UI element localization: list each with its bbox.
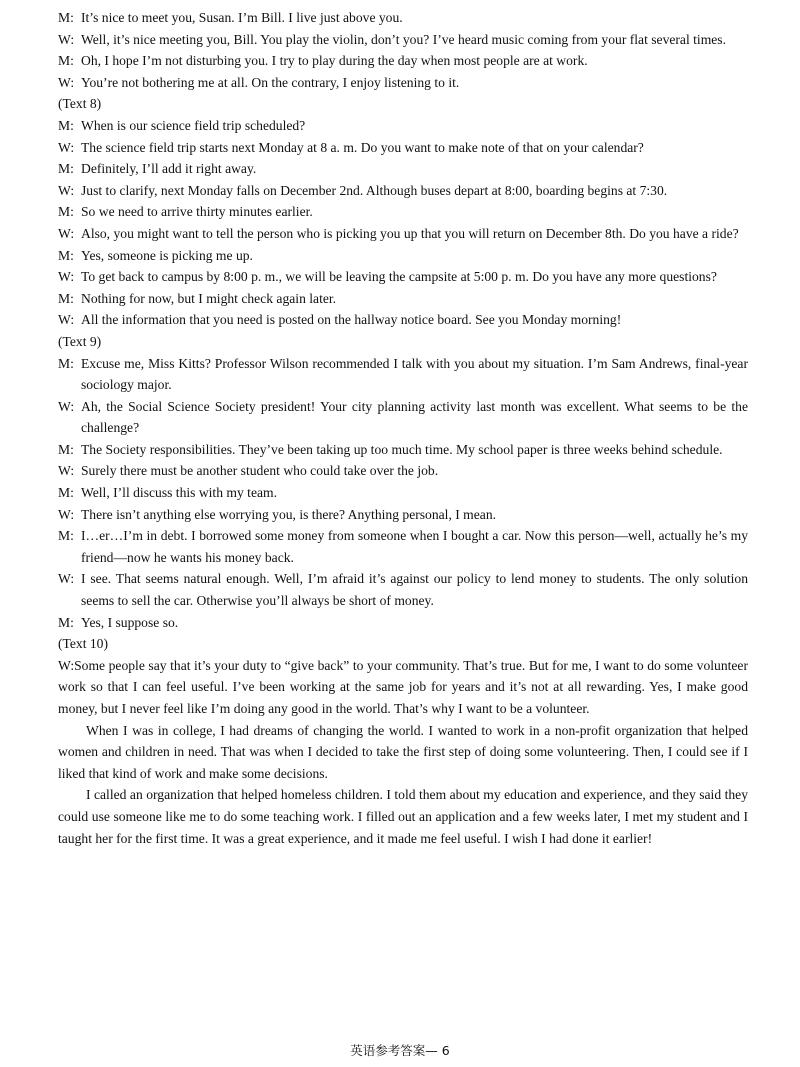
speaker-label: W: (58, 31, 75, 47)
utterance-text: Definitely, I’ll add it right away. (81, 161, 257, 177)
dialogue-line (58, 460, 748, 482)
transcript-body (58, 7, 748, 849)
dialogue-line (58, 137, 748, 159)
dialogue-line (58, 439, 748, 461)
monologue-paragraph (58, 655, 748, 720)
speaker-label: W: (58, 312, 75, 328)
speaker-label: M: (58, 53, 74, 69)
speaker-label: W: (58, 398, 75, 414)
dialogue-line (58, 72, 748, 94)
dialogue-line (58, 50, 748, 72)
dialogue-line (58, 525, 748, 568)
speaker-label: W: (58, 463, 75, 479)
dialogue-line (58, 504, 748, 526)
paragraph-text: Some people say that it’s your duty to “give back” to your community. That’s true. But for me, I want to do some volunteer work so that I can feel useful. I’ve been working at the same job for years and it’s not at all rewarding. Yes, I make good money, but I never feel like I’m doing any good in the world. That’s why I want to be a volunteer. (58, 657, 748, 716)
utterance-text: Nothing for now, but I might check again later. (81, 290, 337, 306)
utterance-text: It’s nice to meet you, Susan. I’m Bill. I live just above you. (81, 10, 403, 25)
utterance-text: Oh, I hope I’m not disturbing you. I try to play during the day when most people are at work. (81, 53, 588, 69)
utterance-text: To get back to campus by 8:00 p. m., we will be leaving the campsite at 5:00 p. m. Do you have any more questions? (81, 269, 717, 285)
speaker-label: M: (58, 161, 74, 177)
dialogue-line (58, 245, 748, 267)
speaker-label: W: (58, 225, 75, 241)
speaker-label: M: (58, 247, 74, 263)
utterance-text: Just to clarify, next Monday falls on December 2nd. Although buses depart at 8:00, boarding begins at 7:30. (81, 182, 668, 198)
dialogue-line (58, 288, 748, 310)
utterance-text: Well, it’s nice meeting you, Bill. You play the violin, don’t you? I’ve heard music coming from your flat several times. (81, 31, 726, 47)
dialogue-line (58, 7, 748, 29)
utterance-text: Well, I’ll discuss this with my team. (81, 485, 277, 501)
dialogue-line (58, 223, 748, 245)
speaker-label: M: (58, 355, 74, 371)
speaker-label: M: (58, 441, 74, 457)
dialogue-line (58, 396, 748, 439)
utterance-text: I see. That seems natural enough. Well, I’m afraid it’s against our policy to lend money to students. The only solution seems to sell the car. Otherwise you’ll always be short of money. (81, 571, 748, 609)
utterance-text: When is our science field trip scheduled? (81, 117, 306, 133)
utterance-text: I…er…I’m in debt. I borrowed some money from someone when I bought a car. Now this person—well, actually he’s my friend—now he wants his money back. (81, 528, 748, 565)
speaker-label: M: (58, 10, 74, 25)
utterance-text: Surely there must be another student who could take over the job. (81, 463, 439, 479)
utterance-text: Yes, I suppose so. (81, 614, 179, 630)
speaker-label: W: (58, 269, 75, 285)
speaker-label: M: (58, 204, 74, 220)
speaker-label: W: (58, 506, 75, 522)
dialogue-line (58, 568, 748, 611)
utterance-text: Yes, someone is picking me up. (81, 247, 253, 263)
dialogue-line (58, 115, 748, 137)
speaker-label: W: (58, 657, 75, 673)
speaker-label: M: (58, 290, 74, 306)
speaker-label: M: (58, 117, 74, 133)
dialogue-line (58, 180, 748, 202)
section-heading: (Text 9) (58, 333, 102, 349)
dialogue-line (58, 353, 748, 396)
dialogue-line (58, 29, 748, 51)
dialogue-line (58, 482, 748, 504)
speaker-label: W: (58, 182, 75, 198)
utterance-text: So we need to arrive thirty minutes earlier. (81, 204, 313, 220)
speaker-label: M: (58, 485, 74, 501)
dialogue-line (58, 158, 748, 180)
dialogue-line (58, 266, 748, 288)
page-footer: 英语参考答案— 6 (350, 1043, 450, 1058)
paragraph-text: When I was in college, I had dreams of changing the world. I wanted to work in a non-profit organization that helped women and children in need. That was when I decided to take the first step of doing some volunteering. Then, I could see if I liked that kind of work and make some decisions. (58, 722, 748, 781)
dialogue-line (58, 612, 748, 634)
speaker-label: W: (58, 139, 75, 155)
speaker-label: M: (58, 528, 74, 544)
utterance-text: The Society responsibilities. They’ve been taking up too much time. My school paper is three weeks behind schedule. (81, 441, 723, 457)
speaker-label: M: (58, 614, 74, 630)
speaker-label: W: (58, 74, 75, 90)
speaker-label: W: (58, 571, 75, 587)
utterance-text: Also, you might want to tell the person who is picking you up that you will return on December 8th. Do you have a ride? (81, 225, 739, 241)
section-heading: (Text 8) (58, 96, 102, 112)
utterance-text: All the information that you need is posted on the hallway notice board. See you Monday morning! (81, 312, 622, 328)
section-heading: (Text 10) (58, 636, 109, 652)
monologue-paragraph (58, 720, 748, 785)
utterance-text: The science field trip starts next Monday at 8 a. m. Do you want to make note of that on your calendar? (81, 139, 644, 155)
dialogue-line (58, 309, 748, 331)
paragraph-text: I called an organization that helped homeless children. I told them about my education and experience, and they said they could use someone like me to do some teaching work. I filled out an application and a few weeks later, I met my student and I taught her for the first time. It was a great experience, and it made me feel useful. I wish I had done it earlier! (58, 787, 748, 846)
utterance-text: Ah, the Social Science Society president! Your city planning activity last month was excellent. What seems to be the challenge? (81, 398, 748, 436)
utterance-text: You’re not bothering me at all. On the contrary, I enjoy listening to it. (81, 74, 460, 90)
monologue-paragraph (58, 784, 748, 849)
utterance-text: Excuse me, Miss Kitts? Professor Wilson recommended I talk with you about my situation. I’m Sam Andrews, final-year sociology major. (81, 355, 748, 393)
dialogue-line (58, 201, 748, 223)
utterance-text: There isn’t anything else worrying you, is there? Anything personal, I mean. (81, 506, 497, 522)
